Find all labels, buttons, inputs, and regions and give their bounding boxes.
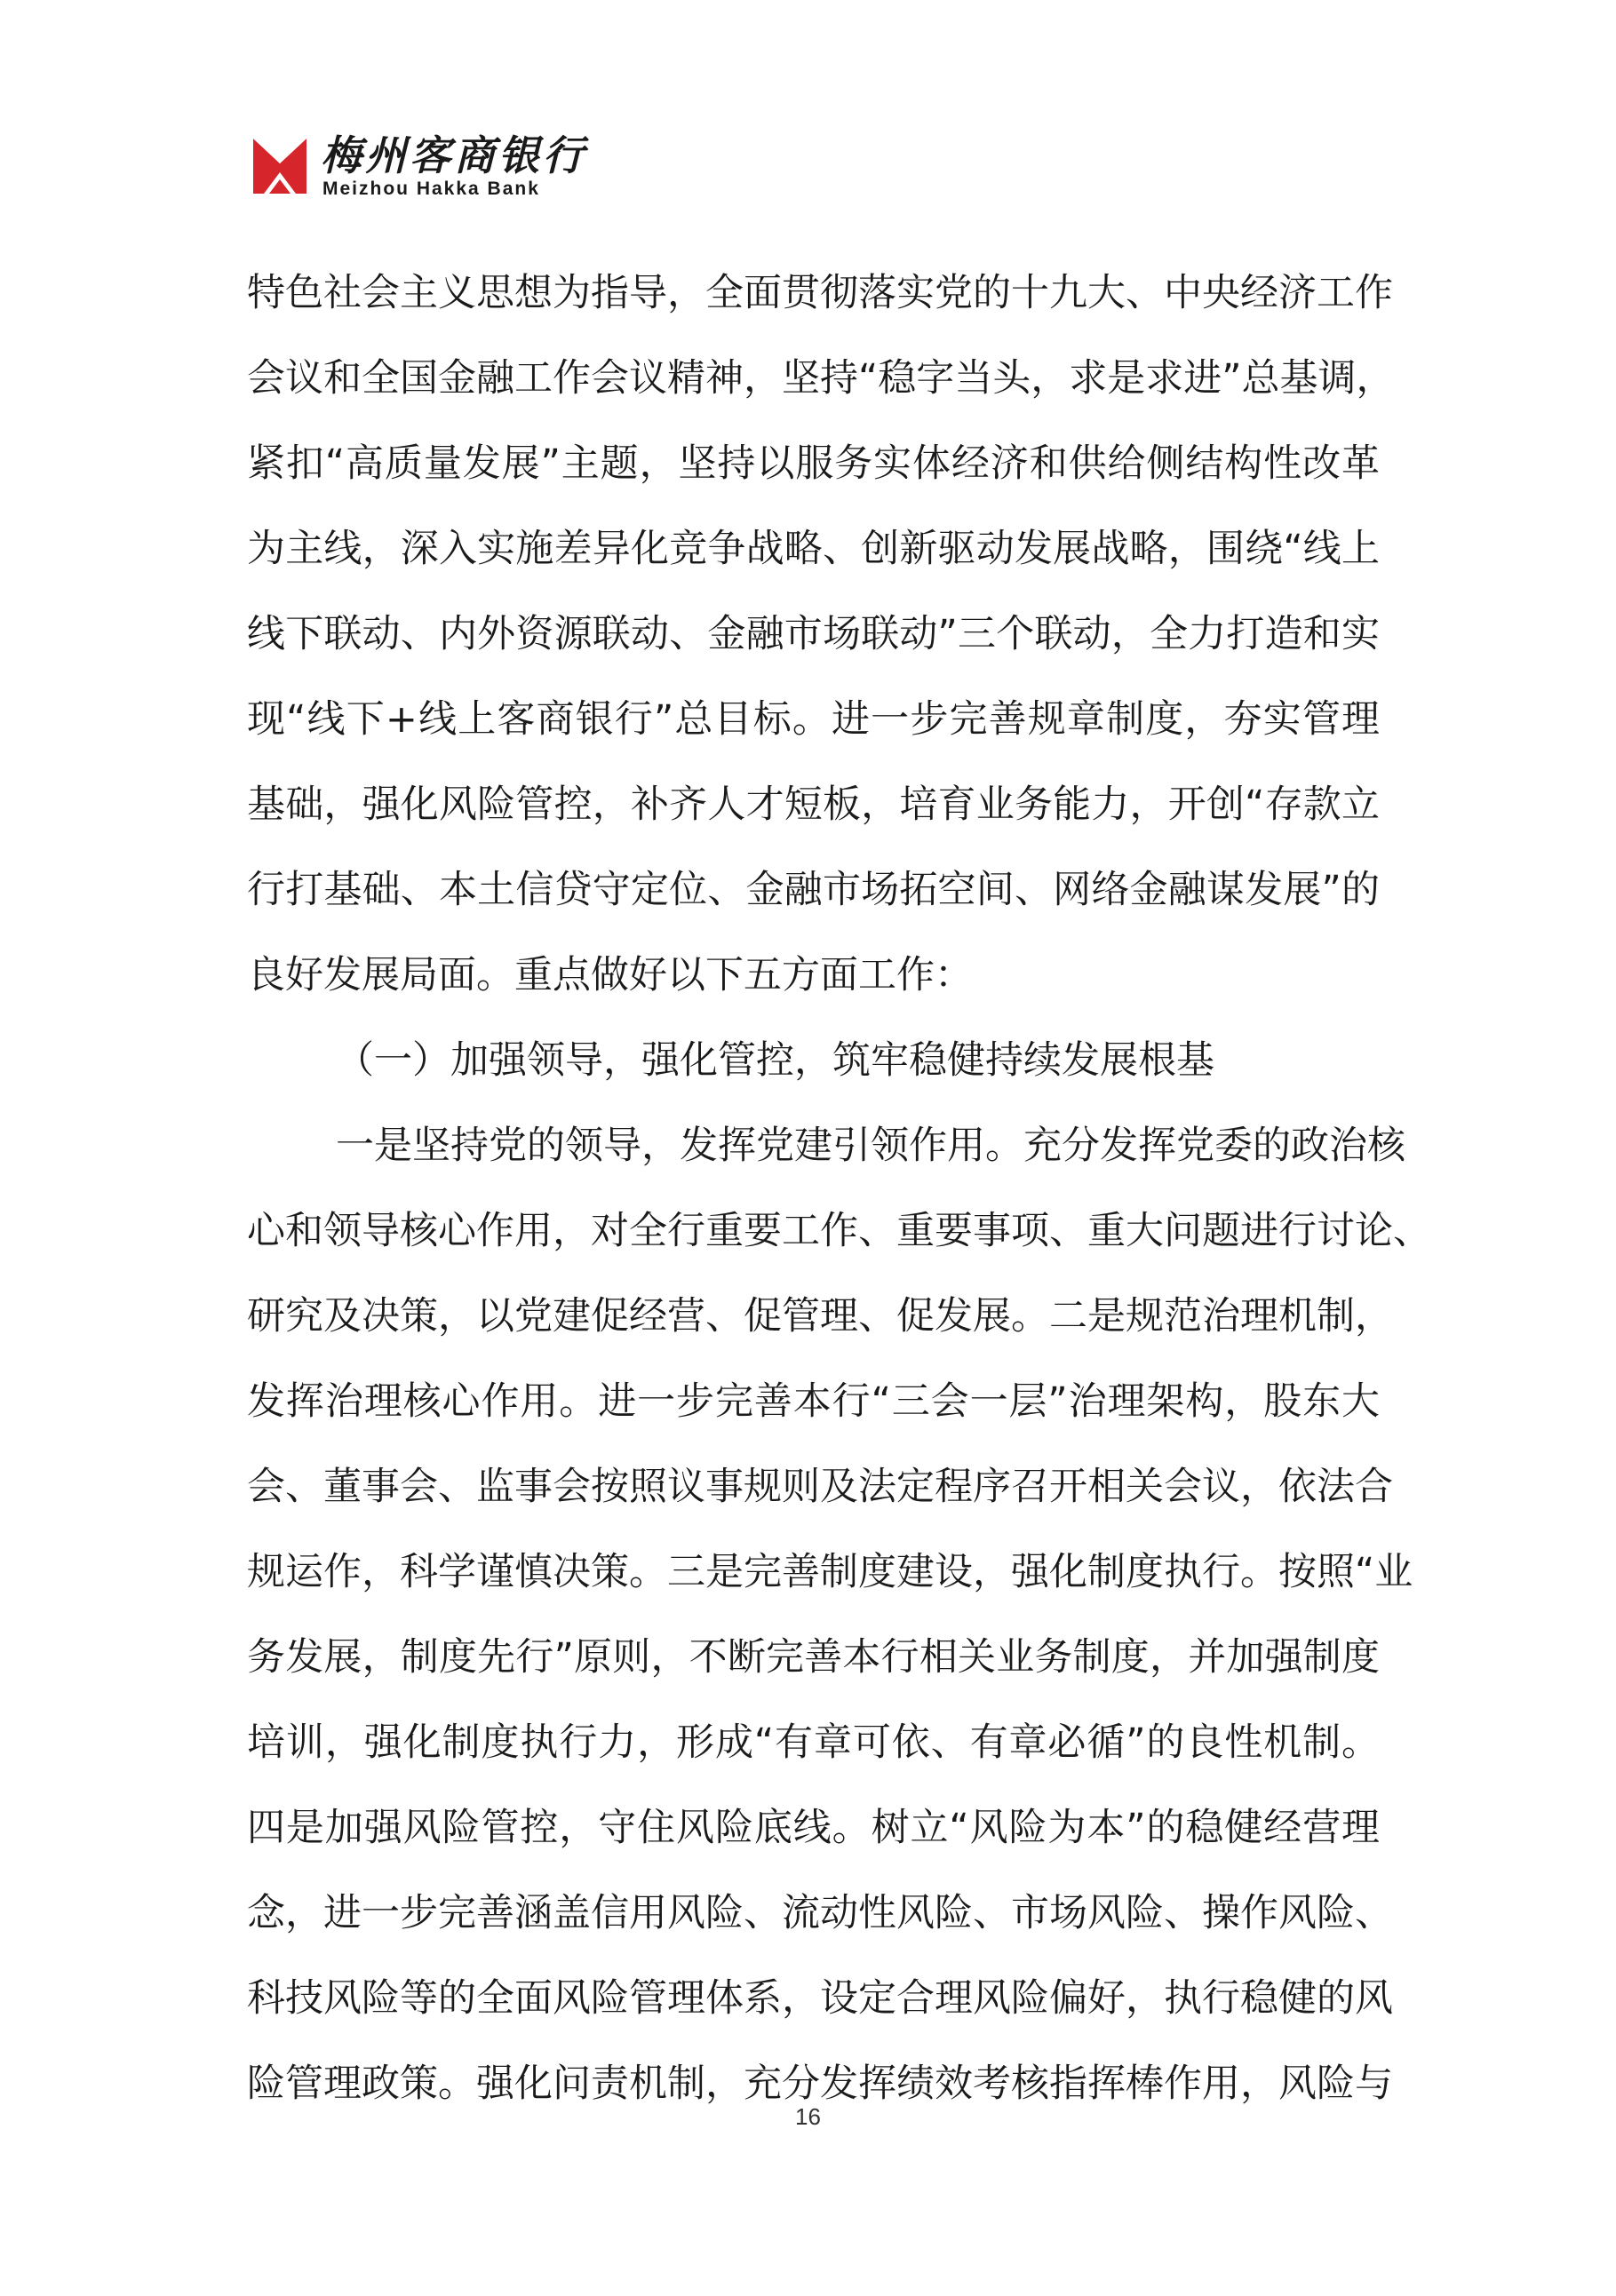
body-line: 一是坚持党的领导，发挥党建引领作用。充分发挥党委的政治核 [336, 1124, 1405, 1168]
page-header [251, 126, 587, 206]
body-line: 培训，强化制度执行力，形成“有章可依、有章必循”的良性机制。 [247, 1720, 1380, 1765]
body-line: 为主线，深入实施差异化竞争战略、创新驱动发展战略，围绕“线上 [247, 527, 1380, 571]
body-line: 念，进一步完善涵盖信用风险、流动性风险、市场风险、操作风险、 [247, 1891, 1393, 1935]
document-body [247, 250, 1431, 2126]
body-line: 发挥治理核心作用。进一步完善本行“三会一层”治理架构，股东大 [247, 1379, 1380, 1424]
body-line: 现“线下+线上客商银行”总目标。进一步完善规章制度，夯实管理 [247, 697, 1380, 742]
section-heading: （一）加强领导，强化管控，筑牢稳健持续发展根基 [336, 1038, 1214, 1083]
logo-english-name: Meizhou Hakka Bank [322, 179, 540, 199]
logo-chinese-name: 梅州客商银行 [321, 131, 587, 179]
body-line: 研究及决策，以党建促经营、促管理、促发展。二是规范治理机制， [247, 1294, 1393, 1339]
body-line: 规运作，科学谨慎决策。三是完善制度建设，强化制度执行。按照“业 [247, 1550, 1413, 1594]
body-line: 会议和全国金融工作会议精神，坚持“稳字当头，求是求进”总基调， [247, 356, 1395, 401]
body-line: 科技风险等的全面风险管理体系，设定合理风险偏好，执行稳健的风 [247, 1976, 1393, 2021]
body-line: 线下联动、内外资源联动、金融市场联动”三个联动，全力打造和实 [247, 612, 1380, 656]
logo-text [321, 132, 587, 200]
body-line: 良好发展局面。重点做好以下五方面工作： [247, 953, 973, 997]
body-line: 务发展，制度先行”原则，不断完善本行相关业务制度，并加强制度 [247, 1635, 1380, 1680]
body-line: 会、董事会、监事会按照议事规则及法定程序召开相关会议，依法合 [247, 1465, 1393, 1509]
body-line: 特色社会主义思想为指导，全面贯彻落实党的十九大、中央经济工作 [247, 271, 1393, 315]
body-line: 险管理政策。强化问责机制，充分发挥绩效考核指挥棒作用，风险与 [247, 2062, 1393, 2106]
bank-logo-icon [251, 137, 308, 195]
body-line: 心和领导核心作用，对全行重要工作、重要事项、重大问题进行讨论、 [247, 1209, 1431, 1253]
body-line: 行打基础、本土信贷守定位、金融市场拓空间、网络金融谋发展”的 [247, 868, 1380, 912]
body-line: 基础，强化风险管控，补齐人才短板，培育业务能力，开创“存款立 [247, 783, 1380, 827]
body-line: 紧扣“高质量发展”主题，坚持以服务实体经济和供给侧结构性改革 [247, 441, 1380, 486]
body-line: 四是加强风险管控，守住风险底线。树立“风险为本”的稳健经营理 [247, 1806, 1380, 1850]
page-number: 16 [795, 2103, 821, 2130]
